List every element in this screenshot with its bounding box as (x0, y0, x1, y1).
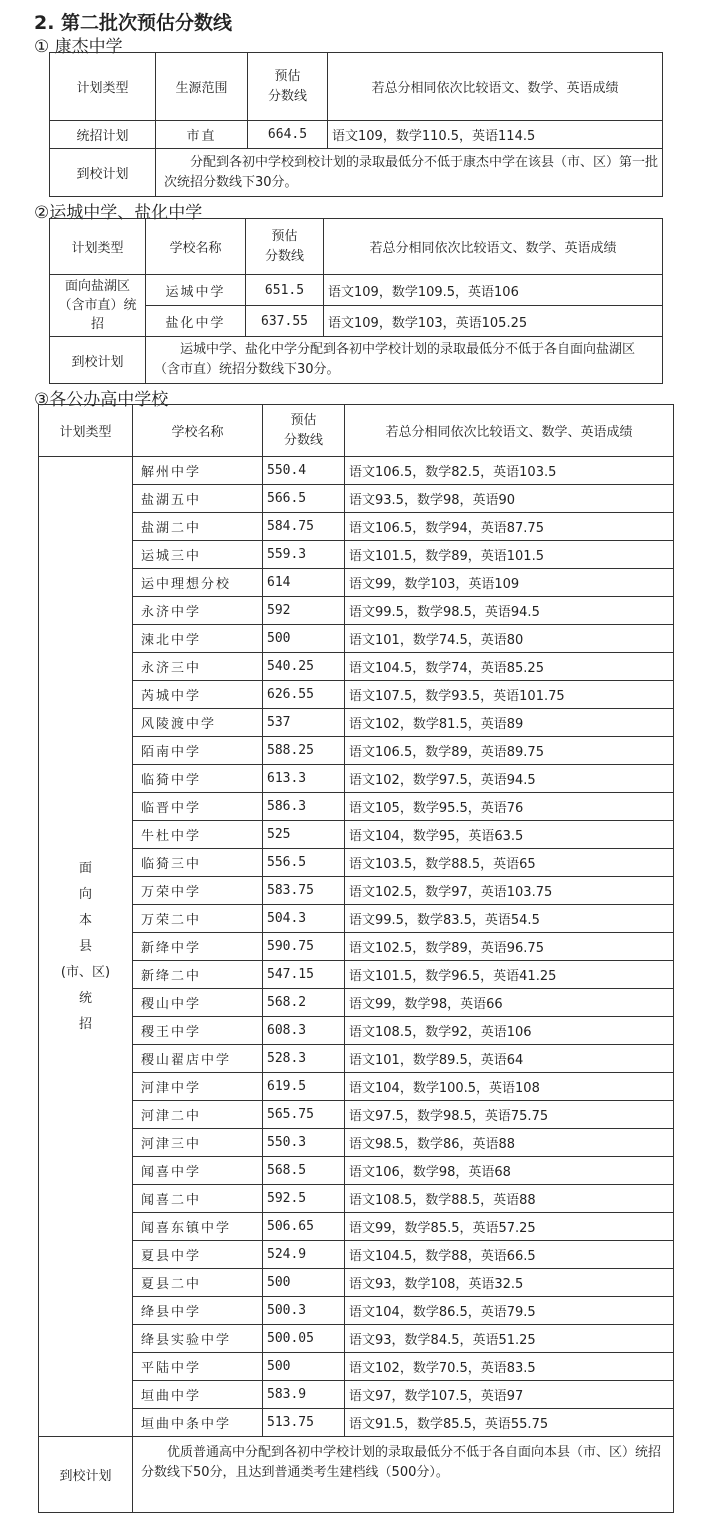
school-name-cell: 永济中学 (133, 597, 263, 625)
school-name-cell: 夏县二中 (133, 1269, 263, 1297)
header-tiebreak: 若总分相同依次比较语文、数学、英语成绩 (328, 53, 663, 121)
score-cell: 500.3 (263, 1297, 345, 1325)
tiebreak-cell: 语文101.5，数学96.5，英语41.25 (345, 961, 674, 989)
tiebreak-cell: 语文107.5，数学93.5，英语101.75 (345, 681, 674, 709)
school-name-cell: 河津三中 (133, 1129, 263, 1157)
score-cell: 592 (263, 597, 345, 625)
school-name-cell: 涑北中学 (133, 625, 263, 653)
score-cell: 559.3 (263, 541, 345, 569)
school-name-cell: 平陆中学 (133, 1353, 263, 1381)
score-cell: 500.05 (263, 1325, 345, 1353)
header-score (263, 405, 345, 457)
table-row (39, 1213, 674, 1241)
tiebreak-cell: 语文104，数学100.5，英语108 (345, 1073, 674, 1101)
tiebreak-cell: 语文99，数学103，英语109 (345, 569, 674, 597)
score-cell: 537 (263, 709, 345, 737)
tiebreak-cell: 语文104，数学86.5，英语79.5 (345, 1297, 674, 1325)
header-school-name: 学校名称 (133, 405, 263, 457)
school-name-cell: 闻喜二中 (133, 1185, 263, 1213)
score-cell: 504.3 (263, 905, 345, 933)
school-name-cell: 稷山中学 (133, 989, 263, 1017)
school-name-cell: 临猗三中 (133, 849, 263, 877)
tiebreak-cell: 语文93.5，数学98，英语90 (345, 485, 674, 513)
table-row (39, 1101, 674, 1129)
plan-type-cell: 面向盐湖区（含市直）统招 (50, 275, 146, 337)
score-cell: 500 (263, 1353, 345, 1381)
header-score (248, 53, 328, 121)
score-cell: 583.75 (263, 877, 345, 905)
score-cell: 506.65 (263, 1213, 345, 1241)
tiebreak-cell: 语文101，数学74.5，英语80 (345, 625, 674, 653)
school-name-cell: 稷山翟店中学 (133, 1045, 263, 1073)
tiebreak-cell: 语文106.5，数学89，英语89.75 (345, 737, 674, 765)
school-name-cell: 新绛二中 (133, 961, 263, 989)
score-cell: 540.25 (263, 653, 345, 681)
school-plan-note: 运城中学、盐化中学分配到各初中学校计划的录取最低分不低于各自面向盐湖区（含市直）统招分数线下30分。 (146, 337, 663, 384)
school-plan-note: 分配到各初中学校到校计划的录取最低分不低于康杰中学在该县（市、区）第一批次统招分数线下30分。 (156, 149, 663, 197)
school-name-cell: 河津中学 (133, 1073, 263, 1101)
tiebreak-cell: 语文104.5，数学88，英语66.5 (345, 1241, 674, 1269)
tiebreak-cell: 语文98.5，数学86，英语88 (345, 1129, 674, 1157)
school-name-cell: 风陵渡中学 (133, 709, 263, 737)
school-name-cell: 芮城中学 (133, 681, 263, 709)
table-row (39, 1073, 674, 1101)
tiebreak-cell: 语文102，数学70.5，英语83.5 (345, 1353, 674, 1381)
school-name-cell: 垣曲中条中学 (133, 1409, 263, 1437)
table-row (39, 737, 674, 765)
section2-heading: ②运城中学、盐化中学 (34, 203, 203, 223)
header-tiebreak: 若总分相同依次比较语文、数学、英语成绩 (324, 219, 663, 275)
table-row (39, 681, 674, 709)
header-plan-type: 计划类型 (50, 219, 146, 275)
tiebreak-cell: 语文101，数学89.5，英语64 (345, 1045, 674, 1073)
tiebreak-cell: 语文106.5，数学94，英语87.75 (345, 513, 674, 541)
table-row (39, 1185, 674, 1213)
header-score-label: 预估 分数线 (267, 68, 307, 104)
table-row (39, 1437, 674, 1513)
table-row (39, 765, 674, 793)
table-row (50, 121, 663, 149)
score-cell: 584.75 (263, 513, 345, 541)
plan-type-cell: 到校计划 (50, 149, 156, 197)
table-row (39, 961, 674, 989)
school-name-cell: 新绛中学 (133, 933, 263, 961)
tiebreak-cell: 语文99.5，数学83.5，英语54.5 (345, 905, 674, 933)
section3-heading: ③各公办高中学校 (34, 390, 169, 410)
school-name-cell: 陌南中学 (133, 737, 263, 765)
school-name-cell: 运中理想分校 (133, 569, 263, 597)
table-row (39, 1409, 674, 1437)
school-name-cell: 盐湖二中 (133, 513, 263, 541)
tiebreak-cell: 语文99.5，数学98.5，英语94.5 (345, 597, 674, 625)
score-cell: 528.3 (263, 1045, 345, 1073)
school-name-cell: 临猗中学 (133, 765, 263, 793)
score-cell: 626.55 (263, 681, 345, 709)
tiebreak-cell: 语文105，数学95.5，英语76 (345, 793, 674, 821)
section1-table (49, 52, 663, 197)
tiebreak-cell: 语文108.5，数学92，英语106 (345, 1017, 674, 1045)
score-cell: 586.3 (263, 793, 345, 821)
header-school-name: 学校名称 (146, 219, 246, 275)
table-row (39, 541, 674, 569)
section1-heading: ① 康杰中学 (34, 37, 123, 57)
score-cell: 556.5 (263, 849, 345, 877)
header-score (246, 219, 324, 275)
score-cell: 565.75 (263, 1101, 345, 1129)
table-row (39, 1241, 674, 1269)
school-name-cell: 永济三中 (133, 653, 263, 681)
school-name-cell: 闻喜中学 (133, 1157, 263, 1185)
header-score-label: 预估 分数线 (283, 412, 323, 448)
school-name-cell: 解州中学 (133, 457, 263, 485)
score-cell: 547.15 (263, 961, 345, 989)
score-cell: 613.3 (263, 765, 345, 793)
tiebreak-cell: 语文109，数学110.5，英语114.5 (328, 121, 663, 149)
score-cell: 592.5 (263, 1185, 345, 1213)
score-cell: 500 (263, 1269, 345, 1297)
tiebreak-cell: 语文106.5，数学82.5，英语103.5 (345, 457, 674, 485)
school-name-cell: 绛县中学 (133, 1297, 263, 1325)
tiebreak-cell: 语文106，数学98，英语68 (345, 1157, 674, 1185)
school-plan-note: 优质普通高中分配到各初中学校计划的录取最低分不低于各自面向本县（市、区）统招分数线下50分，且达到普通类考生建档线（500分）。 (133, 1437, 674, 1513)
tiebreak-cell: 语文93，数学84.5，英语51.25 (345, 1325, 674, 1353)
school-name-cell: 垣曲中学 (133, 1381, 263, 1409)
table-row (50, 275, 663, 306)
plan-type-cell: 面 向 本 县 (市、区) 统 招 (39, 457, 133, 1437)
tiebreak-cell: 语文102.5，数学89，英语96.75 (345, 933, 674, 961)
plan-type-cell: 到校计划 (39, 1437, 133, 1513)
source-range-cell: 市直 (156, 121, 248, 149)
table-row (39, 625, 674, 653)
page-title: 2. 第二批次预估分数线 (34, 12, 233, 34)
score-cell: 525 (263, 821, 345, 849)
school-name-cell: 运城三中 (133, 541, 263, 569)
table-row (39, 933, 674, 961)
tiebreak-cell: 语文99，数学98，英语66 (345, 989, 674, 1017)
tiebreak-cell: 语文91.5，数学85.5，英语55.75 (345, 1409, 674, 1437)
header-score-label: 预估 分数线 (264, 228, 304, 264)
tiebreak-cell: 语文103.5，数学88.5，英语65 (345, 849, 674, 877)
table-row (50, 149, 663, 197)
score-cell: 513.75 (263, 1409, 345, 1437)
table-row (39, 1045, 674, 1073)
school-name-cell: 河津二中 (133, 1101, 263, 1129)
score-cell: 664.5 (248, 121, 328, 149)
table-row (39, 1017, 674, 1045)
score-cell: 637.55 (246, 306, 324, 337)
school-name-cell: 万荣二中 (133, 905, 263, 933)
school-name-cell: 闻喜东镇中学 (133, 1213, 263, 1241)
header-source-range: 生源范围 (156, 53, 248, 121)
plan-type-cell: 统招计划 (50, 121, 156, 149)
table-row (39, 821, 674, 849)
school-name-cell: 盐湖五中 (133, 485, 263, 513)
plan-type-cell: 到校计划 (50, 337, 146, 384)
table-row (39, 709, 674, 737)
school-name-cell: 盐化中学 (146, 306, 246, 337)
score-cell: 568.5 (263, 1157, 345, 1185)
score-cell: 619.5 (263, 1073, 345, 1101)
table-row (39, 1297, 674, 1325)
header-tiebreak: 若总分相同依次比较语文、数学、英语成绩 (345, 405, 674, 457)
header-plan-type: 计划类型 (50, 53, 156, 121)
table-row (39, 1129, 674, 1157)
table-row (39, 905, 674, 933)
tiebreak-cell: 语文99，数学85.5，英语57.25 (345, 1213, 674, 1241)
table-row (39, 485, 674, 513)
section3-table (38, 404, 674, 1513)
school-name-cell: 绛县实验中学 (133, 1325, 263, 1353)
table-row (39, 849, 674, 877)
tiebreak-cell: 语文97，数学107.5，英语97 (345, 1381, 674, 1409)
tiebreak-cell: 语文109，数学109.5，英语106 (324, 275, 663, 306)
score-cell: 614 (263, 569, 345, 597)
score-cell: 568.2 (263, 989, 345, 1017)
table-row (39, 1157, 674, 1185)
table-row (39, 653, 674, 681)
score-cell: 588.25 (263, 737, 345, 765)
tiebreak-cell: 语文102，数学81.5，英语89 (345, 709, 674, 737)
tiebreak-cell: 语文108.5，数学88.5，英语88 (345, 1185, 674, 1213)
table-row (39, 1325, 674, 1353)
school-name-cell: 运城中学 (146, 275, 246, 306)
score-cell: 566.5 (263, 485, 345, 513)
table-row (39, 1353, 674, 1381)
score-cell: 550.4 (263, 457, 345, 485)
table-row (39, 1381, 674, 1409)
tiebreak-cell: 语文101.5，数学89，英语101.5 (345, 541, 674, 569)
table-row (39, 989, 674, 1017)
table-row (39, 597, 674, 625)
table-row (50, 337, 663, 384)
school-name-cell: 夏县中学 (133, 1241, 263, 1269)
tiebreak-cell: 语文102，数学97.5，英语94.5 (345, 765, 674, 793)
table-row (39, 513, 674, 541)
score-cell: 583.9 (263, 1381, 345, 1409)
header-plan-type: 计划类型 (39, 405, 133, 457)
tiebreak-cell: 语文93，数学108，英语32.5 (345, 1269, 674, 1297)
table-row (39, 877, 674, 905)
school-name-cell: 稷王中学 (133, 1017, 263, 1045)
score-cell: 500 (263, 625, 345, 653)
section2-table (49, 218, 663, 384)
score-cell: 651.5 (246, 275, 324, 306)
tiebreak-cell: 语文109，数学103，英语105.25 (324, 306, 663, 337)
school-name-cell: 临晋中学 (133, 793, 263, 821)
tiebreak-cell: 语文104，数学95，英语63.5 (345, 821, 674, 849)
tiebreak-cell: 语文104.5，数学74，英语85.25 (345, 653, 674, 681)
table-row (39, 793, 674, 821)
table-row (39, 569, 674, 597)
table-row (39, 1269, 674, 1297)
score-cell: 524.9 (263, 1241, 345, 1269)
table-row (39, 457, 674, 485)
tiebreak-cell: 语文102.5，数学97，英语103.75 (345, 877, 674, 905)
score-cell: 550.3 (263, 1129, 345, 1157)
school-name-cell: 牛杜中学 (133, 821, 263, 849)
school-name-cell: 万荣中学 (133, 877, 263, 905)
score-cell: 590.75 (263, 933, 345, 961)
tiebreak-cell: 语文97.5，数学98.5，英语75.75 (345, 1101, 674, 1129)
score-cell: 608.3 (263, 1017, 345, 1045)
